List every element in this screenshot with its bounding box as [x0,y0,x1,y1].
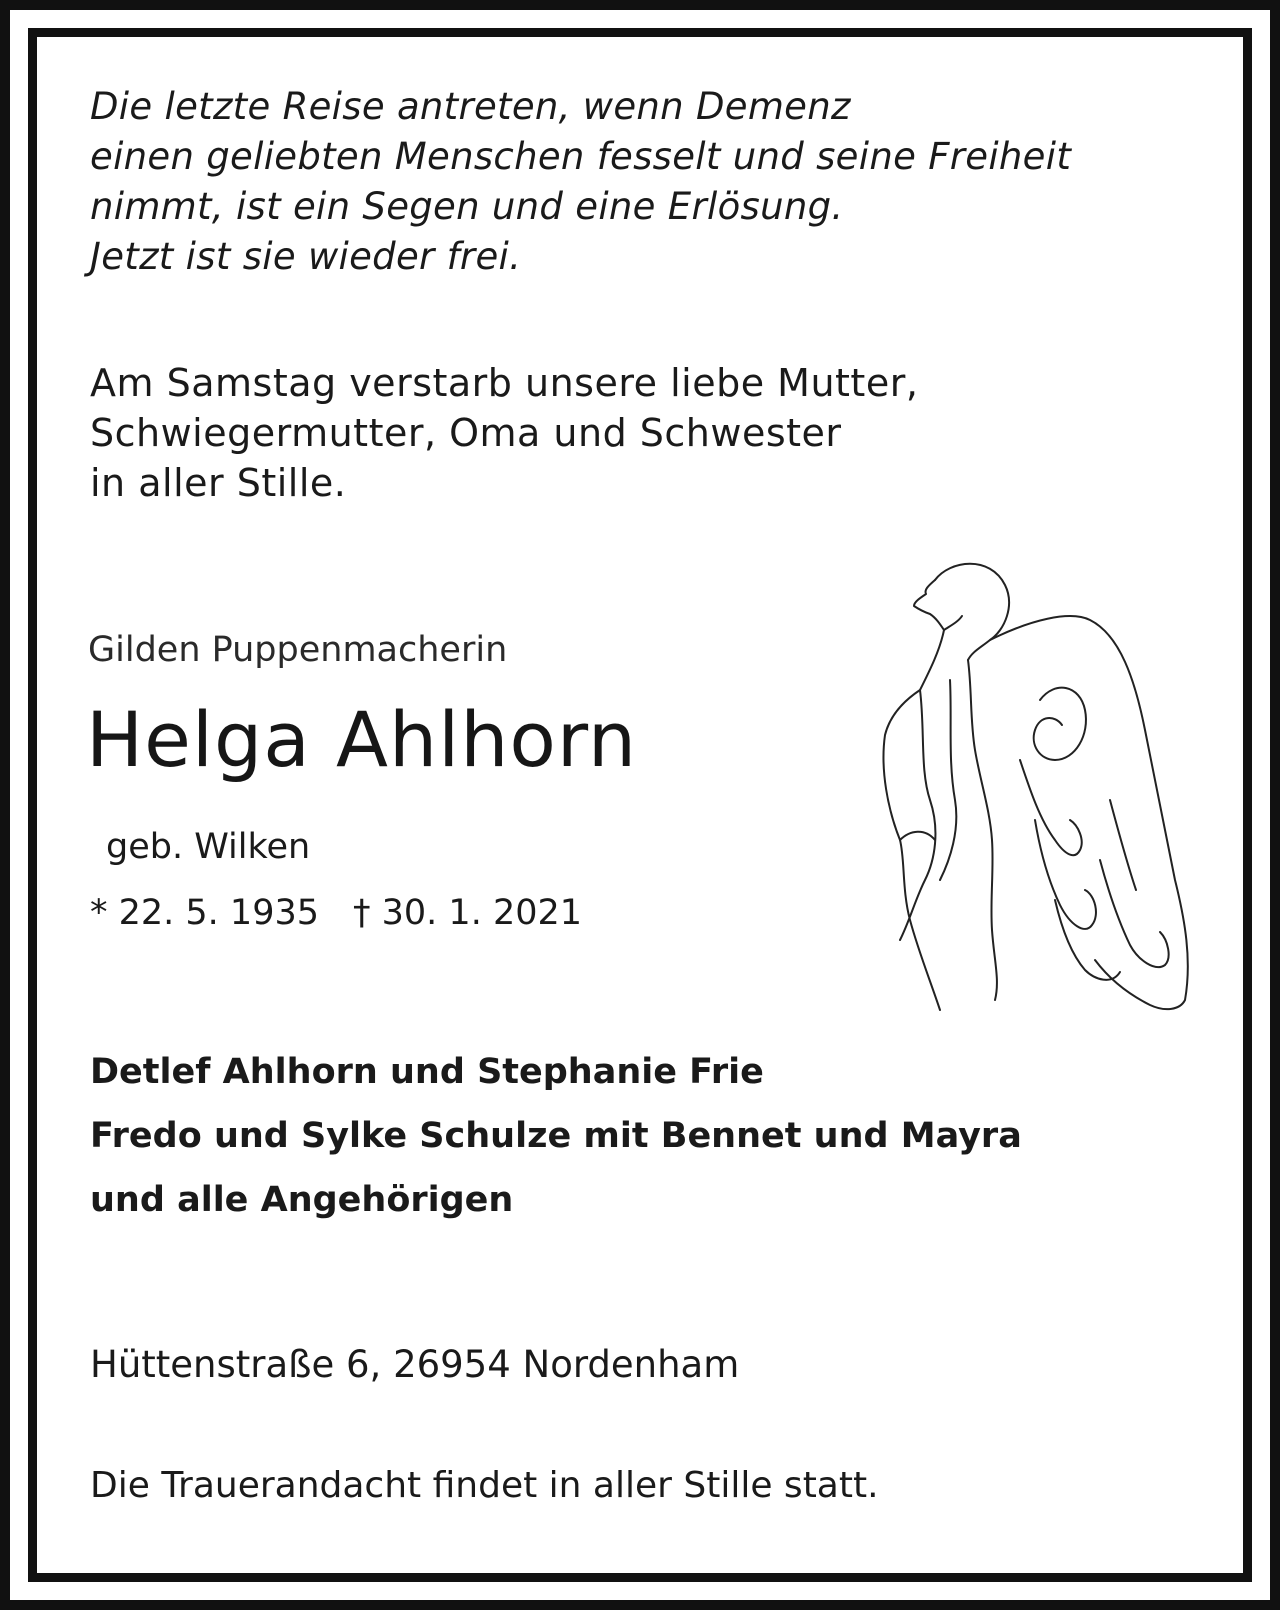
address: Hüttenstraße 6, 26954 Nordenham [90,1343,740,1386]
death-announcement [90,358,918,508]
mourners-list [90,1040,1022,1232]
deceased-name: Helga Ahlhorn [86,695,638,784]
quote-line: nimmt, ist ein Segen und eine Erlösung. [90,185,844,228]
mourner-line: und alle Angehörigen [90,1180,514,1220]
memorial-quote [90,82,1071,282]
quote-line: Jetzt ist sie wieder frei. [90,235,522,278]
service-notice: Die Trauerandacht findet in aller Stille statt. [90,1465,879,1506]
birth-date: * 22. 5. 1935 [90,893,320,933]
life-dates [90,891,582,935]
death-date: † 30. 1. 2021 [353,893,583,933]
angel-line-drawing-icon [880,560,1200,1015]
deceased-title: Gilden Puppenmacherin [88,630,508,670]
maiden-name: geb. Wilken [106,827,311,867]
announcement-line: Schwiegermutter, Oma und Schwester [90,411,842,455]
mourner-line: Fredo und Sylke Schulze mit Bennet und Mayra [90,1116,1022,1156]
quote-line: Die letzte Reise antreten, wenn Demenz [90,85,851,128]
quote-line: einen geliebten Menschen fesselt und seine Freiheit [90,135,1072,178]
announcement-line: in aller Stille. [90,461,347,505]
mourner-line: Detlef Ahlhorn und Stephanie Frie [90,1052,764,1092]
announcement-line: Am Samstag verstarb unsere liebe Mutter, [90,361,919,405]
